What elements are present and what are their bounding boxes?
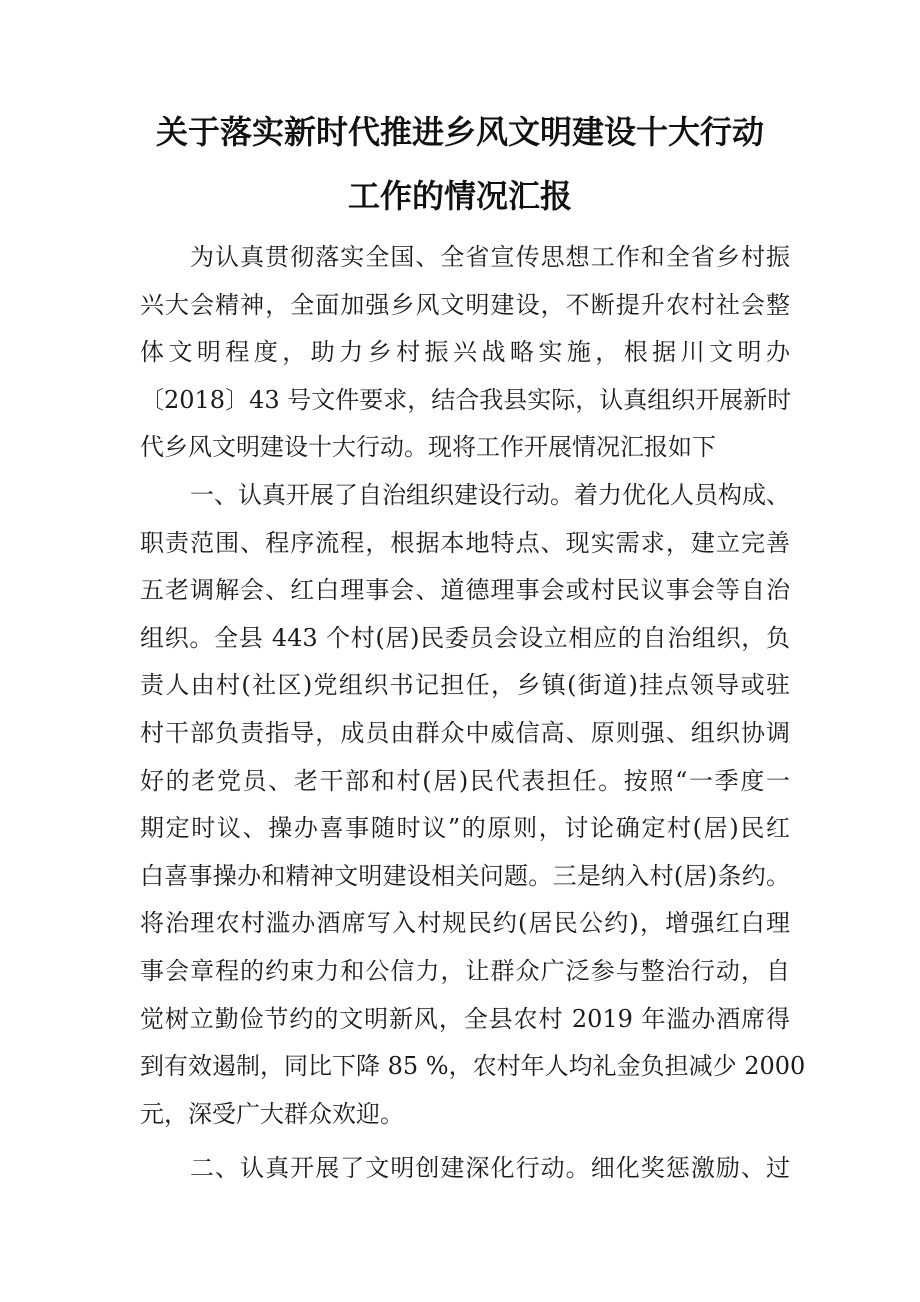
paragraph-line: 将治理农村滥办酒席写入村规民约(居民公约)，增强红白理 (140, 909, 790, 938)
paragraph-line: 二、认真开展了文明创建深化行动。细化奖惩激励、过 (190, 1154, 790, 1183)
document-body (140, 234, 806, 1193)
paragraph-line: 五老调解会、红白理事会、道德理事会或村民议事会等自治 (140, 576, 790, 605)
paragraph-line: 好的老党员、老干部和村(居)民代表担任。按照“一季度一 (140, 766, 790, 795)
paragraph-line: 期定时议、操办喜事随时议”的原则，讨论确定村(居)民红 (140, 814, 790, 843)
paragraph-line: 代乡风文明建设十大行动。现将工作开展情况汇报如下 (140, 433, 716, 462)
paragraph-gap (140, 1138, 790, 1145)
paragraph-section-2 (140, 1145, 790, 1193)
paragraph-line: 觉树立勤俭节约的文明新风，全县农村 2019 年滥办酒席得 (140, 1004, 790, 1033)
paragraph-line: 元，深受广大群众欢迎。 (140, 1099, 404, 1128)
paragraph-line: 责人由村(社区)党组织书记担任，乡镇(街道)挂点领导或驻 (140, 671, 790, 700)
paragraph-line: 兴大会精神，全面加强乡风文明建设，不断提升农村社会整 (140, 290, 790, 319)
paragraph-line: 体文明程度，助力乡村振兴战略实施，根据川文明办 (140, 338, 790, 367)
paragraph-line: 组织。全县 443 个村(居)民委员会设立相应的自治组织，负 (140, 623, 790, 652)
paragraph-section-1 (140, 472, 806, 1138)
document-title-line-2: 工作的情况汇报 (347, 177, 572, 215)
paragraph-line: 一、认真开展了自治组织建设行动。着力优化人员构成、 (190, 480, 790, 509)
document-title-line-1: 关于落实新时代推进乡风文明建设十大行动 (155, 113, 764, 151)
paragraph-intro (140, 234, 790, 472)
paragraph-line: 为认真贯彻落实全国、全省宣传思想工作和全省乡村振 (190, 243, 790, 271)
paragraph-line: 村干部负责指导，成员由群众中威信高、原则强、组织协调 (140, 718, 790, 747)
paragraph-line: 职责范围、程序流程，根据本地特点、现实需求，建立完善 (140, 528, 790, 557)
paragraph-line: 到有效遏制，同比下降 85 %，农村年人均礼金负担减少 2000 (140, 1052, 806, 1081)
paragraph-line: 白喜事操办和精神文明建设相关问题。三是纳入村(居)条约。 (140, 861, 790, 890)
paragraph-line: 事会章程的约束力和公信力，让群众广泛参与整治行动，自 (140, 956, 790, 985)
paragraph-line: 〔2018〕43 号文件要求，结合我县实际，认真组织开展新时 (140, 385, 792, 414)
